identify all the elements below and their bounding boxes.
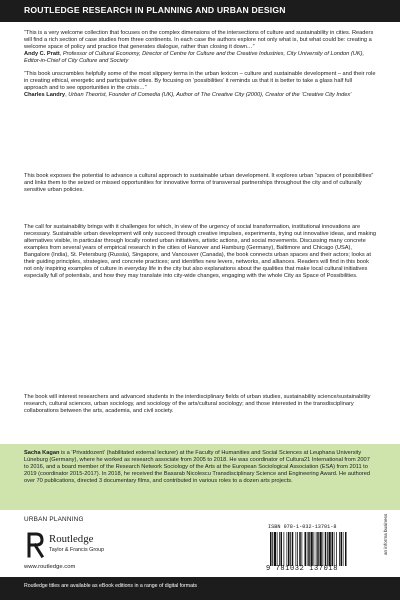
subject-category: URBAN PLANNING — [24, 516, 84, 523]
barcode-bar — [317, 532, 319, 566]
barcode-bar — [327, 532, 328, 566]
barcode-bar — [290, 532, 291, 566]
endorsement-attribution — [24, 92, 376, 99]
isbn-label: ISBN 978-1-032-13701-8 — [268, 524, 337, 530]
barcode-bar — [320, 532, 322, 566]
endorser-affiliation: Urban Theorist, Founder of Comedia (UK), Author of The Creative City (2000), Creator of the ‘Creative City Index’ — [68, 92, 352, 99]
barcode-bar — [274, 532, 276, 566]
barcode-bar — [277, 532, 278, 566]
barcode-bar — [272, 532, 273, 566]
endorsements — [24, 30, 376, 99]
barcode-bar — [316, 532, 317, 566]
barcode-bar — [314, 532, 315, 566]
informa-imprint-text: an informa business — [383, 513, 388, 555]
barcode-bar — [287, 532, 288, 566]
barcode-bar — [308, 532, 310, 566]
barcode-bar — [345, 532, 347, 566]
author-bio-paragraph — [24, 450, 376, 485]
informa-imprint — [383, 513, 391, 563]
barcode-bar — [288, 532, 290, 566]
attribution-separator: , — [59, 51, 63, 58]
barcode-bar — [332, 532, 334, 566]
barcode-icon — [268, 532, 378, 566]
barcode-bar — [270, 532, 272, 566]
barcode-bar — [302, 532, 303, 566]
endorser-name: Charles Landry — [24, 92, 66, 99]
barcode-bar — [305, 532, 307, 566]
endorser-name: Andy C. Pratt — [24, 51, 60, 58]
ebook-note: Routledge titles are available as eBook editions in a range of digital formats — [24, 583, 198, 589]
intro-paragraph: This book exposes the potential to advance a cultural approach to sustainable urban development. It explores urban “spaces of possibilities” and links them to the seized or missed opportunities for innovative forms of transversal partnerships throughout the city and of culturally sensitive urban policies. — [24, 173, 374, 194]
barcode-bar — [343, 532, 344, 566]
author-name: Sacha Kagan — [24, 450, 60, 456]
isbn-barcode-box — [266, 522, 380, 574]
body-paragraph: The call for sustainability brings with it challenges for which, in view of the urgency of social transformation, institutional innovations are necessary. Sustainable urban development will only succeed through creative impulses, experiments, trying out innovative ideas, and making alternatives visible, in particular through locally rooted urban initiatives, artistic actions, and social movements. Discussing many concrete examples from several years of empirical research in the cities of Hanover and Hamburg (Germany), Baltimore and Chicago (USA), Bangalore (India), St. Petersburg (Russia), Singapore, and Vancouver (Canada), the book connects urban spaces and their actors; looks at their guiding principles, strategies, and concrete practices; and identifies new levers, networks, and alliances. Readers will find in this book not only inspiring examples of culture in everyday life in the city but also explanations about the qualities that make local cultural initiatives especially full of potentials, and how they may translate into city-wide changes, engaging with the whole City as Space of Possibilities. — [24, 224, 376, 280]
routledge-r-mark-icon — [24, 530, 46, 560]
barcode-bar — [299, 532, 301, 566]
barcode-bar — [329, 532, 331, 566]
endorsement-quote: “This is a very welcome collection that focuses on the complex dimensions of the intersections of culture and sustainability in cities. Readers will find a rich section of case studies from three continents. In each case the authors explore not only what is, but what could be: creating a welcome space of policy and practice that generates dialogue, rather than closing it down…” — [24, 30, 374, 51]
endorsement-quote: “This book unscrambles helpfully some of the most slippery terms in the urban lexicon – culture and sustainable development – and their role in creating ethical, energetic and participative cities. By focusing on ‘possibilities’ it reminds us that it is better to take a glass half full approach and to see opportunities in the crisis…” — [24, 71, 376, 92]
barcode-bar — [284, 532, 285, 566]
endorsement-attribution — [24, 51, 376, 65]
series-title: ROUTLEDGE RESEARCH IN PLANNING AND URBAN DESIGN — [24, 5, 286, 15]
barcode-bar — [281, 532, 283, 566]
publisher-website: www.routledge.com — [24, 564, 76, 570]
author-bio — [24, 450, 376, 485]
barcode-bar — [334, 532, 335, 566]
publisher-name: Routledge — [49, 533, 94, 545]
barcode-bar — [279, 532, 280, 566]
barcode-bar — [325, 532, 327, 566]
series-header-band — [0, 0, 400, 22]
endorser-affiliation: Professor of Cultural Economy, Director of Centre for Culture and the Creative Industries, City University of London (UK), Editor-in-Chief of City Culture and Society — [24, 51, 365, 65]
barcode-bar — [336, 532, 337, 566]
description-audience — [24, 394, 376, 415]
publisher-logo — [24, 530, 114, 562]
barcode-bar — [307, 532, 308, 566]
description-body — [24, 224, 376, 280]
barcode-bar — [296, 532, 297, 566]
barcode-bar — [323, 532, 324, 566]
description-intro — [24, 173, 376, 194]
barcode-bar — [297, 532, 298, 566]
barcode-bar — [292, 532, 294, 566]
barcode-bar — [341, 532, 343, 566]
barcode-bar — [311, 532, 313, 566]
publisher-subline: Taylor & Francis Group — [49, 547, 105, 553]
author-bio-text: is a ‘Privatdozent’ (habilitated external lecturer) at the Faculty of Humanities and Social Sciences at Leuphana University Lüneburg (Germany), where he worked as research associate from 2005 to 2018. He was coordinator of Cultura21 International from 2007 to 2016, and a board member of the Research Network Sociology of the Arts at the European Sociological Association (ESA) from 2011 to 2019 (coordinator 2015-2017). In 2018, he received the Basarab Nicolescu Transdisciplinary Science and Engineering Award. He authored over 70 publications, directed 3 documentary films, and contributed in various roles to a dozen arts projects. — [24, 450, 371, 485]
barcode-bar — [339, 532, 340, 566]
barcode-digits: 9 781032 137018 — [266, 565, 339, 573]
audience-paragraph: The book will interest researchers and advanced students in the interdisciplinary fields of urban studies, sustainability science/sustainability research, cultural sciences, urban sociology, and sociology of the arts/cultural sociology; and those interested in the transdisciplinary collaborations between the arts, academia, and civil society. — [24, 394, 371, 415]
attribution-separator: , — [65, 92, 69, 99]
